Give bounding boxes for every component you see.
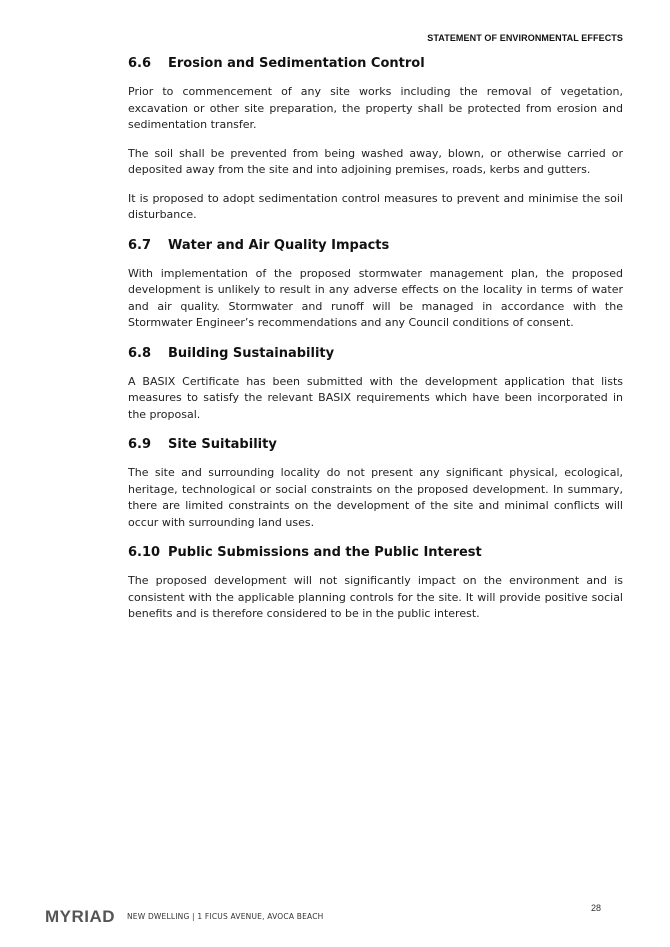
section-number: 6.9: [128, 437, 152, 452]
paragraph: The soil shall be prevented from being washed away, blown, or otherwise carried or deposited away from the site and into adjoining premises, roads, kerbs and gutters.: [128, 146, 623, 176]
myriad-logo: MYRIAD: [45, 907, 116, 926]
document-footer: [45, 905, 625, 925]
paragraph: The proposed development will not significantly impact on the environment and is consistent with the applicable planning controls for the site. It will provide positive social benefits and is therefore considered to be in the public interest.: [128, 574, 623, 620]
section-heading: [128, 346, 623, 362]
section-number: 6.6: [128, 56, 152, 71]
section-number: 6.7: [128, 237, 152, 253]
section-6-6: [128, 56, 623, 224]
paragraph: Prior to commencement of any site works including the removal of vegetation, excavation or other site preparation, the property shall be protected from erosion and sedimentation transfer.: [128, 85, 623, 131]
document-body: [128, 50, 623, 637]
section-number: 6.8: [128, 345, 152, 361]
paragraph: The site and surrounding locality do not present any significant physical, ecological, heritage, technological or social constraints on the proposed development. In summary, there are limited constraints on the development of the site and minimal conflicts will occur with surrounding land uses.: [128, 466, 623, 529]
section-number: 6.10: [128, 545, 161, 560]
page-number: 28: [590, 903, 601, 913]
section-6-8: [128, 346, 623, 424]
section-heading: [128, 238, 623, 254]
footer-project-text: NEW DWELLING | 1 FICUS AVENUE, AVOCA BEACH: [127, 912, 324, 921]
section-title: Water and Air Quality Impacts: [168, 237, 390, 253]
section-6-9: [128, 437, 623, 531]
section-6-7: [128, 238, 623, 332]
paragraph: A BASIX Certificate has been submitted with the development application that lists measures to satisfy the relevant BASIX requirements which have been incorporated in the proposal.: [128, 374, 623, 421]
paragraph: It is proposed to adopt sedimentation control measures to prevent and minimise the soil disturbance.: [128, 191, 623, 221]
section-title: Site Suitability: [168, 437, 277, 452]
document-header: STATEMENT OF ENVIRONMENTAL EFFECTS: [427, 33, 623, 43]
section-title: Erosion and Sedimentation Control: [168, 56, 425, 71]
section-6-10: [128, 545, 623, 623]
section-heading: [128, 56, 623, 72]
section-title: Public Submissions and the Public Interest: [168, 545, 482, 560]
section-title: Building Sustainability: [168, 345, 335, 361]
section-heading: [128, 437, 623, 453]
paragraph: With implementation of the proposed stormwater management plan, the proposed development is unlikely to result in any adverse effects on the locality in terms of water and air quality. Stormwater and runoff will be managed in accordance with the Stormwater Engineer’s recommendations and any Council conditions of consent.: [128, 266, 623, 329]
section-heading: [128, 545, 623, 561]
